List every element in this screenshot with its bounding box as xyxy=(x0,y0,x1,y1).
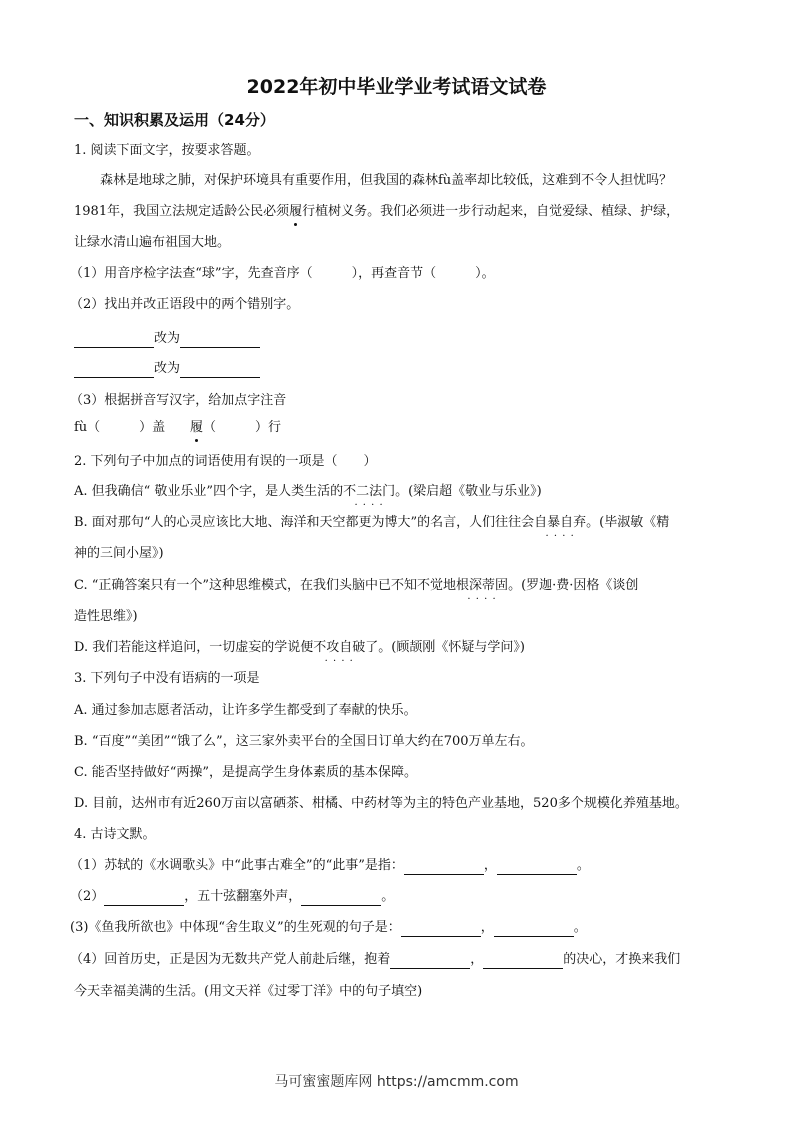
option-text: B. 面对那句“人的心灵应该比大地、海洋和天空都更为博大”的名言，人们往往会 xyxy=(74,515,535,530)
answer-blank[interactable] xyxy=(74,363,154,378)
option-text: C. “正确答案只有一个”这种思维模式，在我们头脑中已不知不觉地 xyxy=(74,578,457,593)
q2-stem: 2. 下列句子中加点的词语使用有误的一项是（ ） xyxy=(74,454,377,469)
option-text: 。(梁启超《敬业与乐业》) xyxy=(395,484,542,499)
q4-sub1 xyxy=(70,857,590,875)
passage-text: 1981年，我国立法规定适龄公民必须 xyxy=(74,204,290,219)
option-text: D. 我们若能这样追问，一切虚妄的学说便 xyxy=(74,640,314,655)
q4-sub2 xyxy=(70,888,394,906)
q1-correction-row-1 xyxy=(74,330,260,348)
question-text: (3)《鱼我所欲也》中体现“舍生取义”的生死观的句子是： xyxy=(70,920,401,935)
answer-blank[interactable] xyxy=(301,891,381,906)
q1-sub3-answers xyxy=(74,419,281,437)
q2-option-c xyxy=(74,577,638,595)
q1-sub2: （2）找出并改正语段中的两个错别字。 xyxy=(70,297,300,312)
q2-option-b-cont: 神的三间小屋》) xyxy=(74,546,164,561)
passage-text: 行植树义务。我们必须进一步行动起来，自觉爱绿、植绿、护绿， xyxy=(302,204,680,219)
answer-blank[interactable] xyxy=(74,333,154,348)
question-text: （2） xyxy=(70,889,105,904)
dotted-word: 不二法门 · · · · xyxy=(343,483,395,501)
option-text: 了。(顾颉刚《怀疑与学问》) xyxy=(365,640,525,655)
answer-blank[interactable] xyxy=(404,860,484,875)
page-title: 2022年初中毕业学业考试语文试卷 xyxy=(246,76,547,98)
punctuation: ， xyxy=(470,952,484,967)
q2-option-c-cont: 造性思维》) xyxy=(74,609,138,624)
q2-option-a xyxy=(74,483,542,501)
q2-option-d xyxy=(74,639,525,657)
answer-blank[interactable] xyxy=(497,860,577,875)
punctuation: 。 xyxy=(576,858,590,873)
q2-option-b xyxy=(74,514,669,532)
q3-stem: 3. 下列句子中没有语病的一项是 xyxy=(74,671,260,686)
answer-blank[interactable] xyxy=(494,922,574,937)
q4-sub4 xyxy=(70,951,680,969)
answer-blank[interactable] xyxy=(483,954,563,969)
option-text: 。(毕淑敏《精 xyxy=(586,515,670,530)
q1-sub1: （1）用音序检字法查“球”字，先查音序（ ），再查音节（ ）。 xyxy=(70,266,495,281)
answer-blank[interactable] xyxy=(180,333,260,348)
dotted-char: 履 xyxy=(289,204,303,219)
answer-blank[interactable] xyxy=(180,363,260,378)
q3-option-c: C. 能否坚持做好“两操”，是提高学生身体素质的基本保障。 xyxy=(74,765,418,780)
pinyin-item: fù（ ）盖 xyxy=(74,420,166,435)
option-text: 。(罗迦·费·因格《谈创 xyxy=(508,578,639,593)
q3-option-d: D. 目前，达州市有近260万亩以富硒茶、柑橘、中药材等为主的特色产业基地，520多个规模化养殖基地。 xyxy=(74,796,688,811)
q1-passage-line-2 xyxy=(74,203,679,221)
dotted-word: 不攻自破 · · · · xyxy=(313,639,365,657)
footer-watermark: 马可蜜蜜题库网 https://amcmm.com xyxy=(274,1074,519,1090)
pinyin-item: （ ）行 xyxy=(203,420,282,435)
question-text: （4）回首历史，正是因为无数共产党人前赴后继，抱着 xyxy=(70,952,391,967)
q3-option-b: B. “百度”“美团”“饿了么”，这三家外卖平台的全国日订单大约在700万单左右。 xyxy=(74,734,534,749)
q3-option-a: A. 通过参加志愿者活动，让许多学生都受到了奉献的快乐。 xyxy=(74,703,417,718)
answer-blank[interactable] xyxy=(390,954,470,969)
q1-correction-row-2 xyxy=(74,360,260,378)
correct-label: 改为 xyxy=(154,331,181,346)
dotted-char: 履 xyxy=(189,420,203,435)
q1-stem: 1. 阅读下面文字，按要求答题。 xyxy=(74,143,260,158)
punctuation: ， xyxy=(480,920,494,935)
correct-label: 改为 xyxy=(154,361,181,376)
answer-blank[interactable] xyxy=(104,891,184,906)
punctuation: ， xyxy=(483,858,497,873)
question-text: （1）苏轼的《水调歌头》中“此事古难全”的“此事”是指： xyxy=(70,858,404,873)
answer-blank[interactable] xyxy=(401,922,481,937)
q4-stem: 4. 古诗文默。 xyxy=(74,827,156,842)
q1-sub3: （3）根据拼音写汉字，给加点字注音 xyxy=(70,393,287,408)
dotted-word: 自暴自弃 · · · · xyxy=(534,514,586,532)
q1-passage-line-3: 让绿水清山遍布祖国大地。 xyxy=(74,235,231,250)
punctuation: 。 xyxy=(381,889,395,904)
section-heading: 一、知识积累及运用（24分） xyxy=(74,111,275,129)
option-text: A. 但我确信“ 敬业乐业”四个字，是人类生活的 xyxy=(74,484,344,499)
question-text: ，五十弦翻塞外声， xyxy=(184,889,302,904)
dotted-word: 根深蒂固 · · · · xyxy=(456,577,508,595)
q4-sub3 xyxy=(70,919,587,937)
punctuation: 。 xyxy=(573,920,587,935)
q1-passage-line-1: 森林是地球之肺，对保护环境具有重要作用，但我国的森林fù盖率却比较低，这难到不令人担忧吗？ xyxy=(100,173,673,188)
question-text: 的决心，才换来我们 xyxy=(563,952,681,967)
q4-sub4-cont: 今天幸福美满的生活。(用文天祥《过零丁洋》中的句子填空) xyxy=(74,984,423,999)
